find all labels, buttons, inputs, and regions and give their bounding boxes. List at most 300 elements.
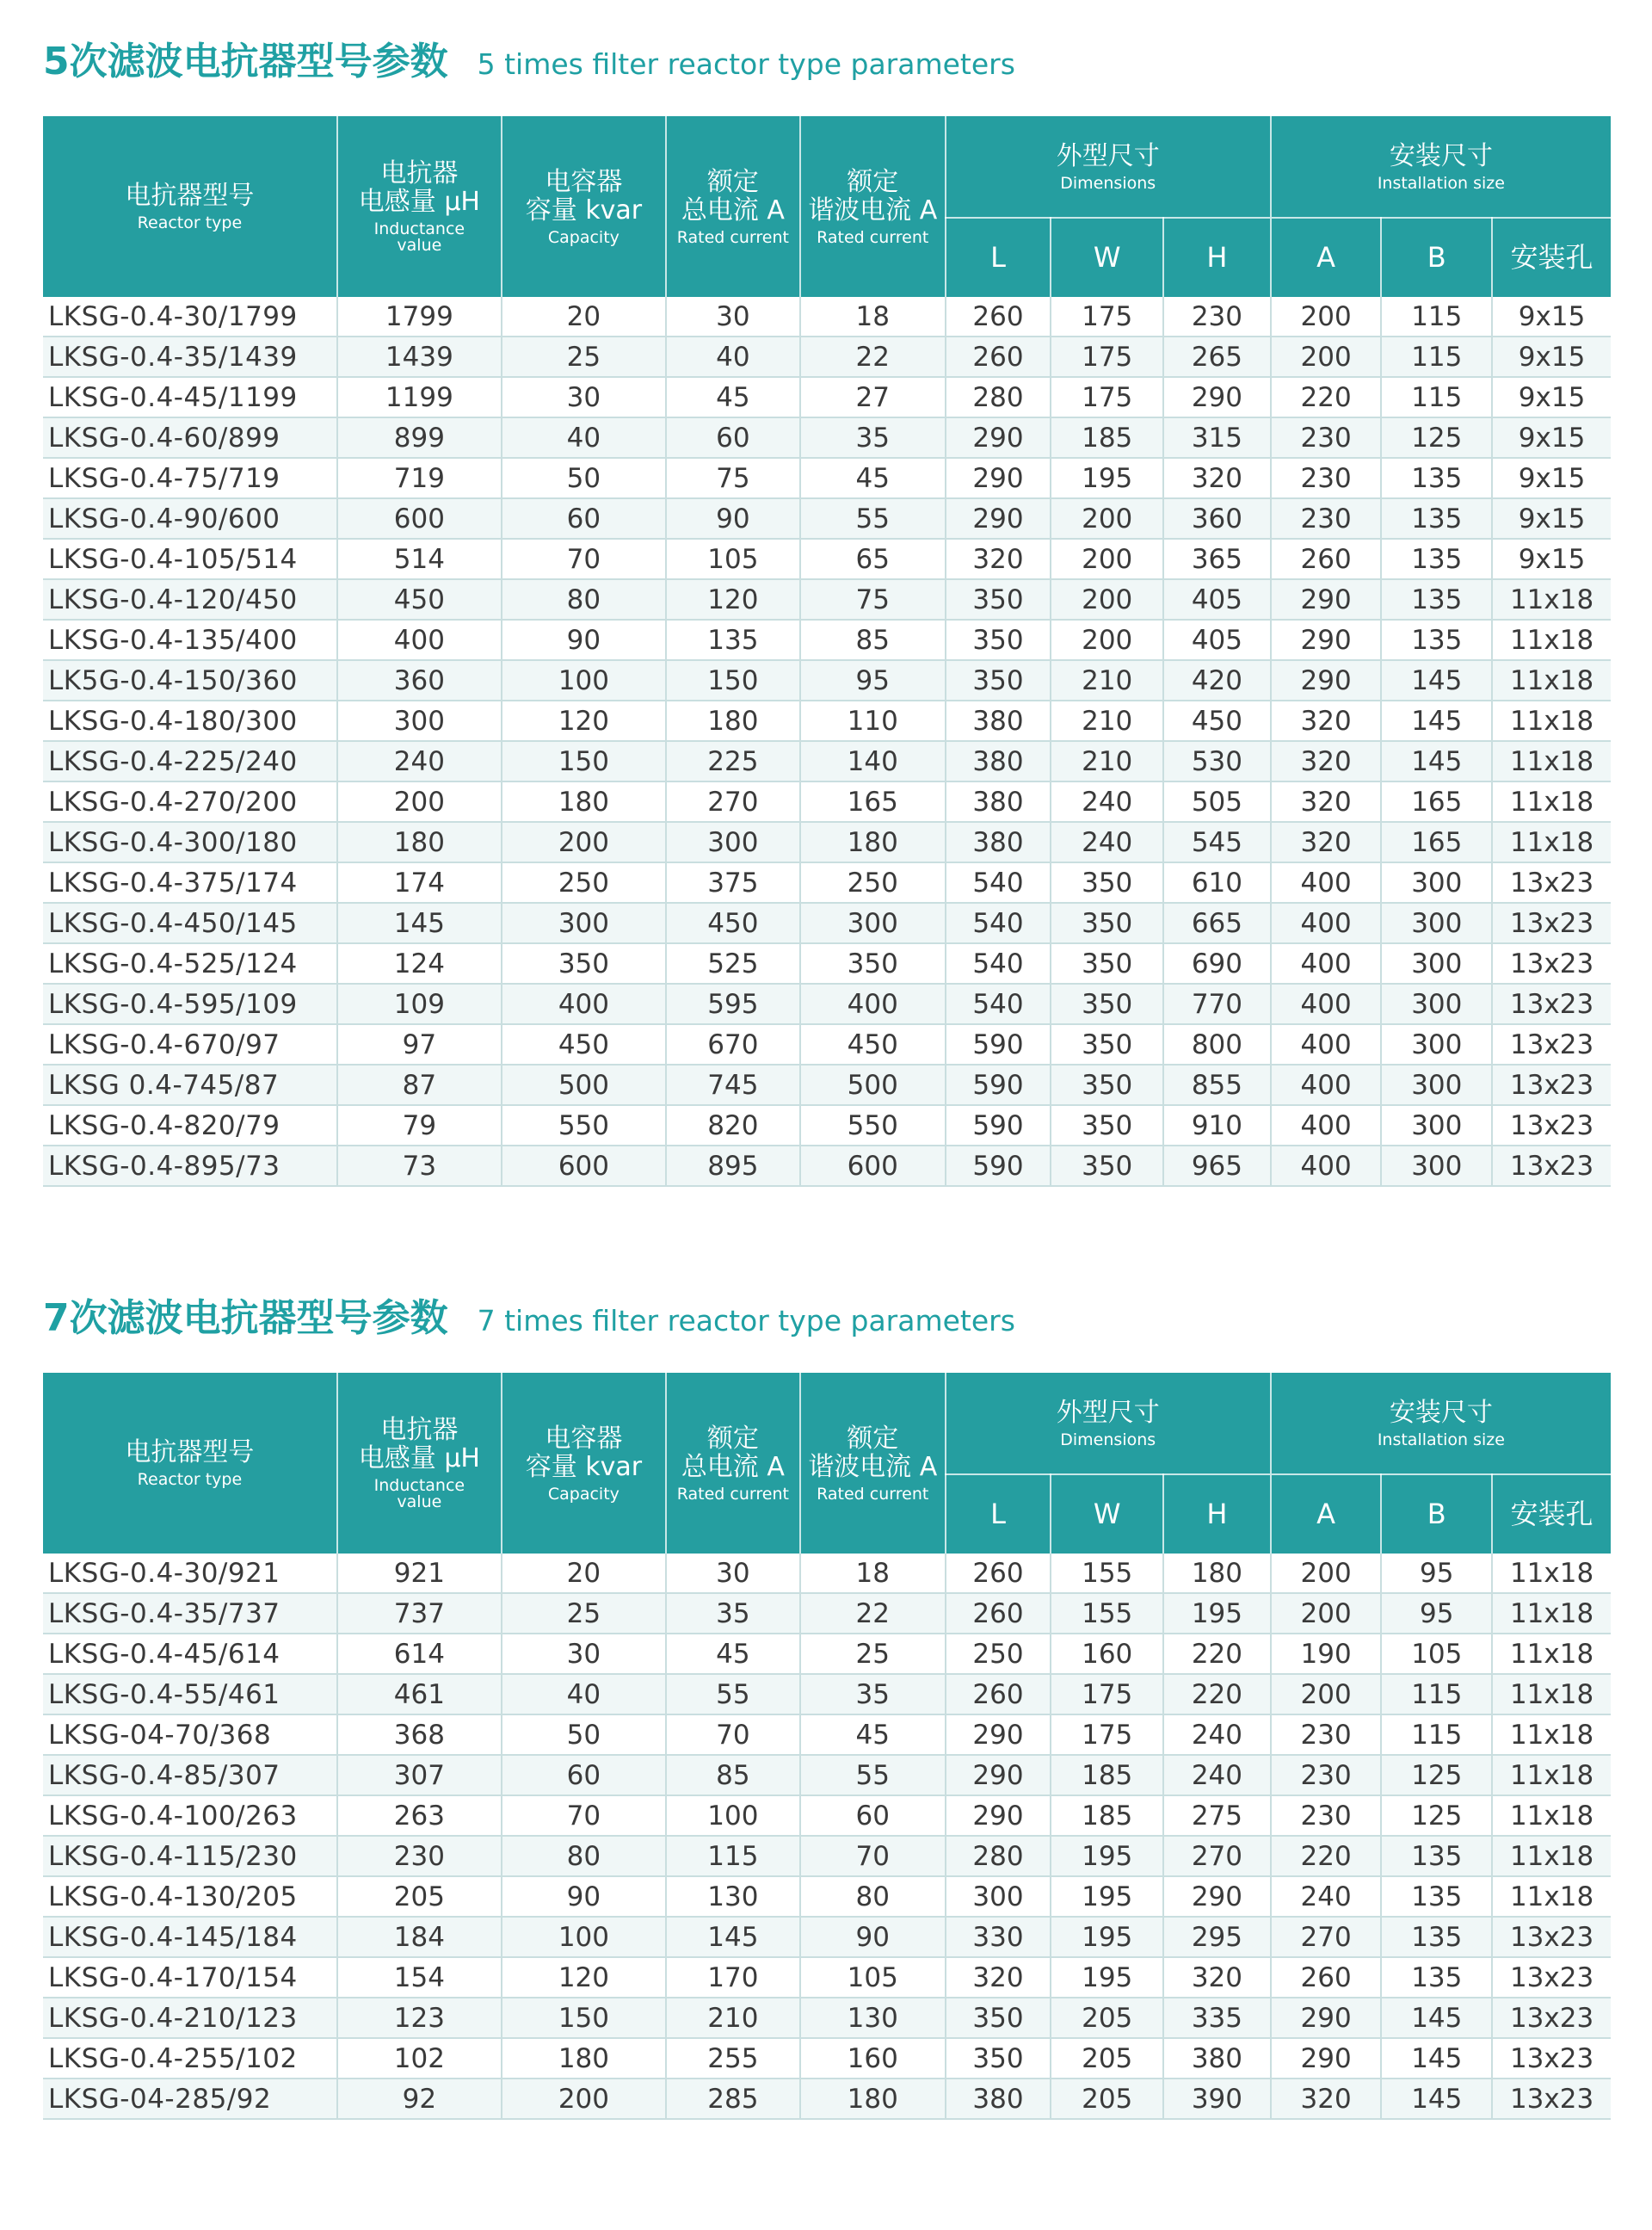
cell-capacity: 150 bbox=[502, 1998, 666, 2038]
cell-B: 115 bbox=[1381, 337, 1492, 377]
cell-rated-current: 40 bbox=[666, 337, 800, 377]
cell-L: 380 bbox=[946, 701, 1051, 741]
table-row bbox=[43, 1876, 1611, 1917]
cell-B: 145 bbox=[1381, 2079, 1492, 2119]
cell-mounting-hole: 11x18 bbox=[1492, 1755, 1611, 1795]
cell-H: 320 bbox=[1163, 1957, 1271, 1998]
cell-W: 350 bbox=[1051, 862, 1163, 903]
cell-model: LKSG-0.4-595/109 bbox=[43, 984, 337, 1024]
cell-L: 290 bbox=[946, 1755, 1051, 1795]
header-inductance: 电抗器 电感量 μH Inductance value bbox=[337, 116, 502, 297]
cell-L: 350 bbox=[946, 660, 1051, 701]
cell-capacity: 50 bbox=[502, 458, 666, 498]
cell-capacity: 30 bbox=[502, 1634, 666, 1674]
cell-W: 350 bbox=[1051, 1105, 1163, 1146]
cell-A: 270 bbox=[1271, 1917, 1382, 1957]
cell-A: 290 bbox=[1271, 1998, 1382, 2038]
cell-inductance: 79 bbox=[337, 1105, 502, 1146]
cell-mounting-hole: 13x23 bbox=[1492, 2038, 1611, 2079]
table-row bbox=[43, 417, 1611, 458]
cell-B: 95 bbox=[1381, 1593, 1492, 1634]
header-reactor-type: 电抗器型号 Reactor type bbox=[43, 116, 337, 297]
cell-inductance: 240 bbox=[337, 741, 502, 781]
cell-W: 175 bbox=[1051, 297, 1163, 337]
cell-H: 420 bbox=[1163, 660, 1271, 701]
section-title-cn: 7次滤波电抗器型号参数 bbox=[43, 1296, 448, 1340]
cell-A: 230 bbox=[1271, 1755, 1382, 1795]
cell-harmonic-current: 18 bbox=[800, 1554, 946, 1593]
cell-W: 350 bbox=[1051, 903, 1163, 943]
cell-L: 380 bbox=[946, 741, 1051, 781]
cell-L: 540 bbox=[946, 903, 1051, 943]
cell-model: LKSG-0.4-30/921 bbox=[43, 1554, 337, 1593]
cell-rated-current: 895 bbox=[666, 1146, 800, 1186]
cell-inductance: 263 bbox=[337, 1795, 502, 1836]
cell-H: 290 bbox=[1163, 1876, 1271, 1917]
cell-W: 195 bbox=[1051, 458, 1163, 498]
cell-mounting-hole: 9x15 bbox=[1492, 539, 1611, 579]
cell-W: 205 bbox=[1051, 2038, 1163, 2079]
cell-capacity: 70 bbox=[502, 539, 666, 579]
cell-H: 380 bbox=[1163, 2038, 1271, 2079]
cell-rated-current: 115 bbox=[666, 1836, 800, 1876]
cell-B: 145 bbox=[1381, 741, 1492, 781]
cell-model: LKSG-0.4-45/1199 bbox=[43, 377, 337, 417]
table-row bbox=[43, 2079, 1611, 2119]
cell-rated-current: 300 bbox=[666, 822, 800, 862]
cell-inductance: 1799 bbox=[337, 297, 502, 337]
cell-harmonic-current: 85 bbox=[800, 620, 946, 660]
cell-harmonic-current: 75 bbox=[800, 579, 946, 620]
table-row bbox=[43, 1634, 1611, 1674]
cell-B: 165 bbox=[1381, 781, 1492, 822]
cell-A: 400 bbox=[1271, 903, 1382, 943]
cell-mounting-hole: 13x23 bbox=[1492, 1105, 1611, 1146]
cell-A: 240 bbox=[1271, 1876, 1382, 1917]
cell-A: 200 bbox=[1271, 337, 1382, 377]
cell-mounting-hole: 13x23 bbox=[1492, 1065, 1611, 1105]
cell-mounting-hole: 13x23 bbox=[1492, 1998, 1611, 2038]
cell-model: LKSG-0.4-895/73 bbox=[43, 1146, 337, 1186]
cell-W: 195 bbox=[1051, 1957, 1163, 1998]
cell-L: 540 bbox=[946, 862, 1051, 903]
cell-inductance: 600 bbox=[337, 498, 502, 539]
cell-L: 260 bbox=[946, 337, 1051, 377]
cell-rated-current: 35 bbox=[666, 1593, 800, 1634]
cell-mounting-hole: 11x18 bbox=[1492, 1795, 1611, 1836]
cell-model: LKSG-04-70/368 bbox=[43, 1714, 337, 1755]
cell-W: 185 bbox=[1051, 1795, 1163, 1836]
cell-rated-current: 525 bbox=[666, 943, 800, 984]
cell-mounting-hole: 9x15 bbox=[1492, 297, 1611, 337]
cell-B: 145 bbox=[1381, 660, 1492, 701]
header-installation-size: 安装尺寸 Installation size bbox=[1271, 116, 1611, 218]
cell-B: 135 bbox=[1381, 579, 1492, 620]
cell-H: 220 bbox=[1163, 1674, 1271, 1714]
header-capacity: 电容器 容量 kvar Capacity bbox=[502, 116, 666, 297]
cell-model: LKSG-0.4-255/102 bbox=[43, 2038, 337, 2079]
table-row bbox=[43, 1674, 1611, 1714]
cell-B: 125 bbox=[1381, 417, 1492, 458]
cell-mounting-hole: 9x15 bbox=[1492, 458, 1611, 498]
cell-model: LKSG-0.4-60/899 bbox=[43, 417, 337, 458]
cell-mounting-hole: 13x23 bbox=[1492, 2079, 1611, 2119]
cell-mounting-hole: 13x23 bbox=[1492, 862, 1611, 903]
cell-H: 230 bbox=[1163, 297, 1271, 337]
cell-harmonic-current: 45 bbox=[800, 1714, 946, 1755]
cell-harmonic-current: 110 bbox=[800, 701, 946, 741]
cell-A: 400 bbox=[1271, 1065, 1382, 1105]
cell-capacity: 50 bbox=[502, 1714, 666, 1755]
cell-model: LKSG-0.4-120/450 bbox=[43, 579, 337, 620]
cell-harmonic-current: 25 bbox=[800, 1634, 946, 1674]
cell-model: LKSG-0.4-135/400 bbox=[43, 620, 337, 660]
cell-capacity: 600 bbox=[502, 1146, 666, 1186]
cell-L: 350 bbox=[946, 579, 1051, 620]
cell-W: 350 bbox=[1051, 943, 1163, 984]
cell-B: 135 bbox=[1381, 539, 1492, 579]
cell-mounting-hole: 11x18 bbox=[1492, 660, 1611, 701]
cell-A: 230 bbox=[1271, 458, 1382, 498]
cell-W: 195 bbox=[1051, 1876, 1163, 1917]
cell-capacity: 20 bbox=[502, 297, 666, 337]
cell-L: 350 bbox=[946, 620, 1051, 660]
cell-rated-current: 285 bbox=[666, 2079, 800, 2119]
cell-inductance: 145 bbox=[337, 903, 502, 943]
cell-rated-current: 75 bbox=[666, 458, 800, 498]
cell-A: 220 bbox=[1271, 377, 1382, 417]
cell-H: 405 bbox=[1163, 620, 1271, 660]
cell-inductance: 360 bbox=[337, 660, 502, 701]
cell-capacity: 100 bbox=[502, 660, 666, 701]
cell-rated-current: 180 bbox=[666, 701, 800, 741]
cell-mounting-hole: 11x18 bbox=[1492, 1554, 1611, 1593]
cell-W: 185 bbox=[1051, 1755, 1163, 1795]
cell-H: 240 bbox=[1163, 1714, 1271, 1755]
cell-A: 290 bbox=[1271, 620, 1382, 660]
header-A: A bbox=[1271, 1474, 1382, 1554]
cell-harmonic-current: 250 bbox=[800, 862, 946, 903]
cell-L: 350 bbox=[946, 2038, 1051, 2079]
section-title bbox=[43, 1287, 1611, 1338]
cell-mounting-hole: 11x18 bbox=[1492, 620, 1611, 660]
cell-capacity: 180 bbox=[502, 781, 666, 822]
cell-H: 390 bbox=[1163, 2079, 1271, 2119]
cell-capacity: 250 bbox=[502, 862, 666, 903]
cell-model: LKSG-0.4-180/300 bbox=[43, 701, 337, 741]
cell-capacity: 150 bbox=[502, 741, 666, 781]
cell-B: 125 bbox=[1381, 1795, 1492, 1836]
cell-harmonic-current: 140 bbox=[800, 741, 946, 781]
cell-harmonic-current: 18 bbox=[800, 297, 946, 337]
table-row bbox=[43, 458, 1611, 498]
cell-inductance: 300 bbox=[337, 701, 502, 741]
cell-rated-current: 820 bbox=[666, 1105, 800, 1146]
cell-A: 260 bbox=[1271, 539, 1382, 579]
cell-inductance: 174 bbox=[337, 862, 502, 903]
cell-W: 195 bbox=[1051, 1836, 1163, 1876]
header-rated-current: 额定 总电流 A Rated current bbox=[666, 116, 800, 297]
cell-B: 145 bbox=[1381, 2038, 1492, 2079]
cell-L: 540 bbox=[946, 984, 1051, 1024]
table-row bbox=[43, 1105, 1611, 1146]
cell-harmonic-current: 70 bbox=[800, 1836, 946, 1876]
cell-inductance: 205 bbox=[337, 1876, 502, 1917]
cell-W: 210 bbox=[1051, 741, 1163, 781]
cell-rated-current: 375 bbox=[666, 862, 800, 903]
cell-mounting-hole: 9x15 bbox=[1492, 417, 1611, 458]
cell-mounting-hole: 9x15 bbox=[1492, 377, 1611, 417]
table-row bbox=[43, 297, 1611, 337]
section-title-cn: 5次滤波电抗器型号参数 bbox=[43, 40, 448, 83]
cell-mounting-hole: 11x18 bbox=[1492, 1674, 1611, 1714]
header-installation-size: 安装尺寸 Installation size bbox=[1271, 1373, 1611, 1474]
cell-W: 240 bbox=[1051, 781, 1163, 822]
cell-B: 300 bbox=[1381, 943, 1492, 984]
cell-inductance: 124 bbox=[337, 943, 502, 984]
cell-inductance: 154 bbox=[337, 1957, 502, 1998]
header-capacity: 电容器 容量 kvar Capacity bbox=[502, 1373, 666, 1554]
cell-L: 590 bbox=[946, 1146, 1051, 1186]
cell-harmonic-current: 22 bbox=[800, 337, 946, 377]
cell-A: 290 bbox=[1271, 579, 1382, 620]
cell-L: 250 bbox=[946, 1634, 1051, 1674]
cell-capacity: 40 bbox=[502, 1674, 666, 1714]
cell-inductance: 400 bbox=[337, 620, 502, 660]
cell-model: LKSG-0.4-145/184 bbox=[43, 1917, 337, 1957]
cell-A: 320 bbox=[1271, 2079, 1382, 2119]
cell-inductance: 450 bbox=[337, 579, 502, 620]
cell-inductance: 184 bbox=[337, 1917, 502, 1957]
cell-inductance: 102 bbox=[337, 2038, 502, 2079]
cell-capacity: 90 bbox=[502, 620, 666, 660]
table-row bbox=[43, 377, 1611, 417]
cell-model: LKSG-0.4-375/174 bbox=[43, 862, 337, 903]
cell-capacity: 180 bbox=[502, 2038, 666, 2079]
table-row bbox=[43, 1593, 1611, 1634]
cell-rated-current: 105 bbox=[666, 539, 800, 579]
cell-mounting-hole: 13x23 bbox=[1492, 1917, 1611, 1957]
cell-L: 260 bbox=[946, 297, 1051, 337]
cell-model: LKSG-0.4-30/1799 bbox=[43, 297, 337, 337]
cell-L: 260 bbox=[946, 1554, 1051, 1593]
cell-A: 400 bbox=[1271, 943, 1382, 984]
cell-W: 175 bbox=[1051, 377, 1163, 417]
cell-rated-current: 450 bbox=[666, 903, 800, 943]
cell-W: 160 bbox=[1051, 1634, 1163, 1674]
cell-A: 220 bbox=[1271, 1836, 1382, 1876]
header-A: A bbox=[1271, 218, 1382, 297]
cell-B: 135 bbox=[1381, 458, 1492, 498]
cell-W: 200 bbox=[1051, 498, 1163, 539]
cell-capacity: 400 bbox=[502, 984, 666, 1024]
cell-harmonic-current: 500 bbox=[800, 1065, 946, 1105]
header-harmonic-current: 额定 谐波电流 A Rated current bbox=[800, 1373, 946, 1554]
cell-model: LKSG-0.4-55/461 bbox=[43, 1674, 337, 1714]
table-row bbox=[43, 741, 1611, 781]
cell-model: LKSG-0.4-115/230 bbox=[43, 1836, 337, 1876]
cell-harmonic-current: 165 bbox=[800, 781, 946, 822]
cell-H: 365 bbox=[1163, 539, 1271, 579]
cell-model: LKSG-0.4-450/145 bbox=[43, 903, 337, 943]
cell-W: 195 bbox=[1051, 1917, 1163, 1957]
cell-capacity: 550 bbox=[502, 1105, 666, 1146]
cell-harmonic-current: 400 bbox=[800, 984, 946, 1024]
table-row bbox=[43, 1554, 1611, 1593]
cell-mounting-hole: 13x23 bbox=[1492, 1146, 1611, 1186]
cell-capacity: 200 bbox=[502, 822, 666, 862]
cell-H: 665 bbox=[1163, 903, 1271, 943]
cell-W: 350 bbox=[1051, 984, 1163, 1024]
cell-inductance: 737 bbox=[337, 1593, 502, 1634]
cell-model: LKSG-0.4-90/600 bbox=[43, 498, 337, 539]
cell-L: 330 bbox=[946, 1917, 1051, 1957]
cell-A: 230 bbox=[1271, 417, 1382, 458]
cell-mounting-hole: 13x23 bbox=[1492, 903, 1611, 943]
cell-B: 135 bbox=[1381, 498, 1492, 539]
cell-inductance: 514 bbox=[337, 539, 502, 579]
cell-model: LKSG-0.4-105/514 bbox=[43, 539, 337, 579]
cell-capacity: 500 bbox=[502, 1065, 666, 1105]
cell-inductance: 368 bbox=[337, 1714, 502, 1755]
cell-harmonic-current: 130 bbox=[800, 1998, 946, 2038]
cell-model: LKSG-0.4-820/79 bbox=[43, 1105, 337, 1146]
cell-L: 590 bbox=[946, 1105, 1051, 1146]
cell-rated-current: 30 bbox=[666, 297, 800, 337]
cell-mounting-hole: 9x15 bbox=[1492, 498, 1611, 539]
cell-rated-current: 255 bbox=[666, 2038, 800, 2079]
cell-A: 230 bbox=[1271, 1795, 1382, 1836]
cell-W: 240 bbox=[1051, 822, 1163, 862]
cell-mounting-hole: 11x18 bbox=[1492, 1876, 1611, 1917]
table-row bbox=[43, 1795, 1611, 1836]
cell-model: LKSG-0.4-210/123 bbox=[43, 1998, 337, 2038]
cell-rated-current: 270 bbox=[666, 781, 800, 822]
cell-B: 135 bbox=[1381, 1957, 1492, 1998]
cell-capacity: 60 bbox=[502, 1755, 666, 1795]
cell-capacity: 120 bbox=[502, 701, 666, 741]
cell-L: 380 bbox=[946, 781, 1051, 822]
cell-H: 265 bbox=[1163, 337, 1271, 377]
cell-rated-current: 130 bbox=[666, 1876, 800, 1917]
cell-harmonic-current: 55 bbox=[800, 1755, 946, 1795]
table-row bbox=[43, 1146, 1611, 1186]
cell-harmonic-current: 600 bbox=[800, 1146, 946, 1186]
cell-W: 185 bbox=[1051, 417, 1163, 458]
cell-H: 360 bbox=[1163, 498, 1271, 539]
cell-mounting-hole: 11x18 bbox=[1492, 1593, 1611, 1634]
cell-H: 195 bbox=[1163, 1593, 1271, 1634]
cell-A: 320 bbox=[1271, 741, 1382, 781]
cell-L: 290 bbox=[946, 417, 1051, 458]
cell-H: 320 bbox=[1163, 458, 1271, 498]
table-row bbox=[43, 903, 1611, 943]
header-H: H bbox=[1163, 218, 1271, 297]
header-W: W bbox=[1051, 1474, 1163, 1554]
cell-B: 145 bbox=[1381, 1998, 1492, 2038]
cell-harmonic-current: 80 bbox=[800, 1876, 946, 1917]
header-B: B bbox=[1381, 218, 1492, 297]
cell-H: 910 bbox=[1163, 1105, 1271, 1146]
cell-inductance: 123 bbox=[337, 1998, 502, 2038]
cell-inductance: 307 bbox=[337, 1755, 502, 1795]
cell-A: 320 bbox=[1271, 822, 1382, 862]
table-row bbox=[43, 1755, 1611, 1795]
cell-W: 350 bbox=[1051, 1065, 1163, 1105]
cell-B: 300 bbox=[1381, 984, 1492, 1024]
cell-harmonic-current: 35 bbox=[800, 417, 946, 458]
cell-inductance: 230 bbox=[337, 1836, 502, 1876]
cell-rated-current: 60 bbox=[666, 417, 800, 458]
header-harmonic-current: 额定 谐波电流 A Rated current bbox=[800, 116, 946, 297]
cell-A: 400 bbox=[1271, 862, 1382, 903]
cell-rated-current: 145 bbox=[666, 1917, 800, 1957]
cell-L: 320 bbox=[946, 539, 1051, 579]
cell-A: 320 bbox=[1271, 701, 1382, 741]
table-row bbox=[43, 701, 1611, 741]
cell-mounting-hole: 11x18 bbox=[1492, 781, 1611, 822]
cell-harmonic-current: 180 bbox=[800, 822, 946, 862]
cell-harmonic-current: 180 bbox=[800, 2079, 946, 2119]
cell-A: 190 bbox=[1271, 1634, 1382, 1674]
cell-W: 210 bbox=[1051, 701, 1163, 741]
cell-capacity: 80 bbox=[502, 1836, 666, 1876]
cell-rated-current: 70 bbox=[666, 1714, 800, 1755]
cell-capacity: 40 bbox=[502, 417, 666, 458]
cell-H: 270 bbox=[1163, 1836, 1271, 1876]
cell-harmonic-current: 22 bbox=[800, 1593, 946, 1634]
cell-mounting-hole: 9x15 bbox=[1492, 337, 1611, 377]
cell-inductance: 1199 bbox=[337, 377, 502, 417]
cell-harmonic-current: 60 bbox=[800, 1795, 946, 1836]
cell-harmonic-current: 350 bbox=[800, 943, 946, 984]
cell-B: 115 bbox=[1381, 377, 1492, 417]
cell-W: 175 bbox=[1051, 1714, 1163, 1755]
cell-inductance: 180 bbox=[337, 822, 502, 862]
cell-rated-current: 595 bbox=[666, 984, 800, 1024]
cell-A: 230 bbox=[1271, 1714, 1382, 1755]
cell-harmonic-current: 550 bbox=[800, 1105, 946, 1146]
cell-L: 290 bbox=[946, 498, 1051, 539]
cell-mounting-hole: 11x18 bbox=[1492, 822, 1611, 862]
cell-H: 610 bbox=[1163, 862, 1271, 903]
cell-H: 530 bbox=[1163, 741, 1271, 781]
cell-capacity: 20 bbox=[502, 1554, 666, 1593]
cell-B: 125 bbox=[1381, 1755, 1492, 1795]
table-row bbox=[43, 1024, 1611, 1065]
cell-B: 115 bbox=[1381, 297, 1492, 337]
cell-B: 135 bbox=[1381, 620, 1492, 660]
header-B: B bbox=[1381, 1474, 1492, 1554]
cell-rated-current: 90 bbox=[666, 498, 800, 539]
cell-H: 690 bbox=[1163, 943, 1271, 984]
cell-capacity: 300 bbox=[502, 903, 666, 943]
cell-rated-current: 745 bbox=[666, 1065, 800, 1105]
cell-rated-current: 210 bbox=[666, 1998, 800, 2038]
cell-inductance: 719 bbox=[337, 458, 502, 498]
cell-rated-current: 45 bbox=[666, 1634, 800, 1674]
cell-H: 295 bbox=[1163, 1917, 1271, 1957]
cell-capacity: 90 bbox=[502, 1876, 666, 1917]
cell-A: 200 bbox=[1271, 1554, 1382, 1593]
cell-model: LKSG-0.4-85/307 bbox=[43, 1755, 337, 1795]
cell-harmonic-current: 90 bbox=[800, 1917, 946, 1957]
cell-A: 200 bbox=[1271, 1593, 1382, 1634]
cell-B: 95 bbox=[1381, 1554, 1492, 1593]
cell-rated-current: 135 bbox=[666, 620, 800, 660]
header-dimensions: 外型尺寸 Dimensions bbox=[946, 116, 1271, 218]
table-row bbox=[43, 1957, 1611, 1998]
